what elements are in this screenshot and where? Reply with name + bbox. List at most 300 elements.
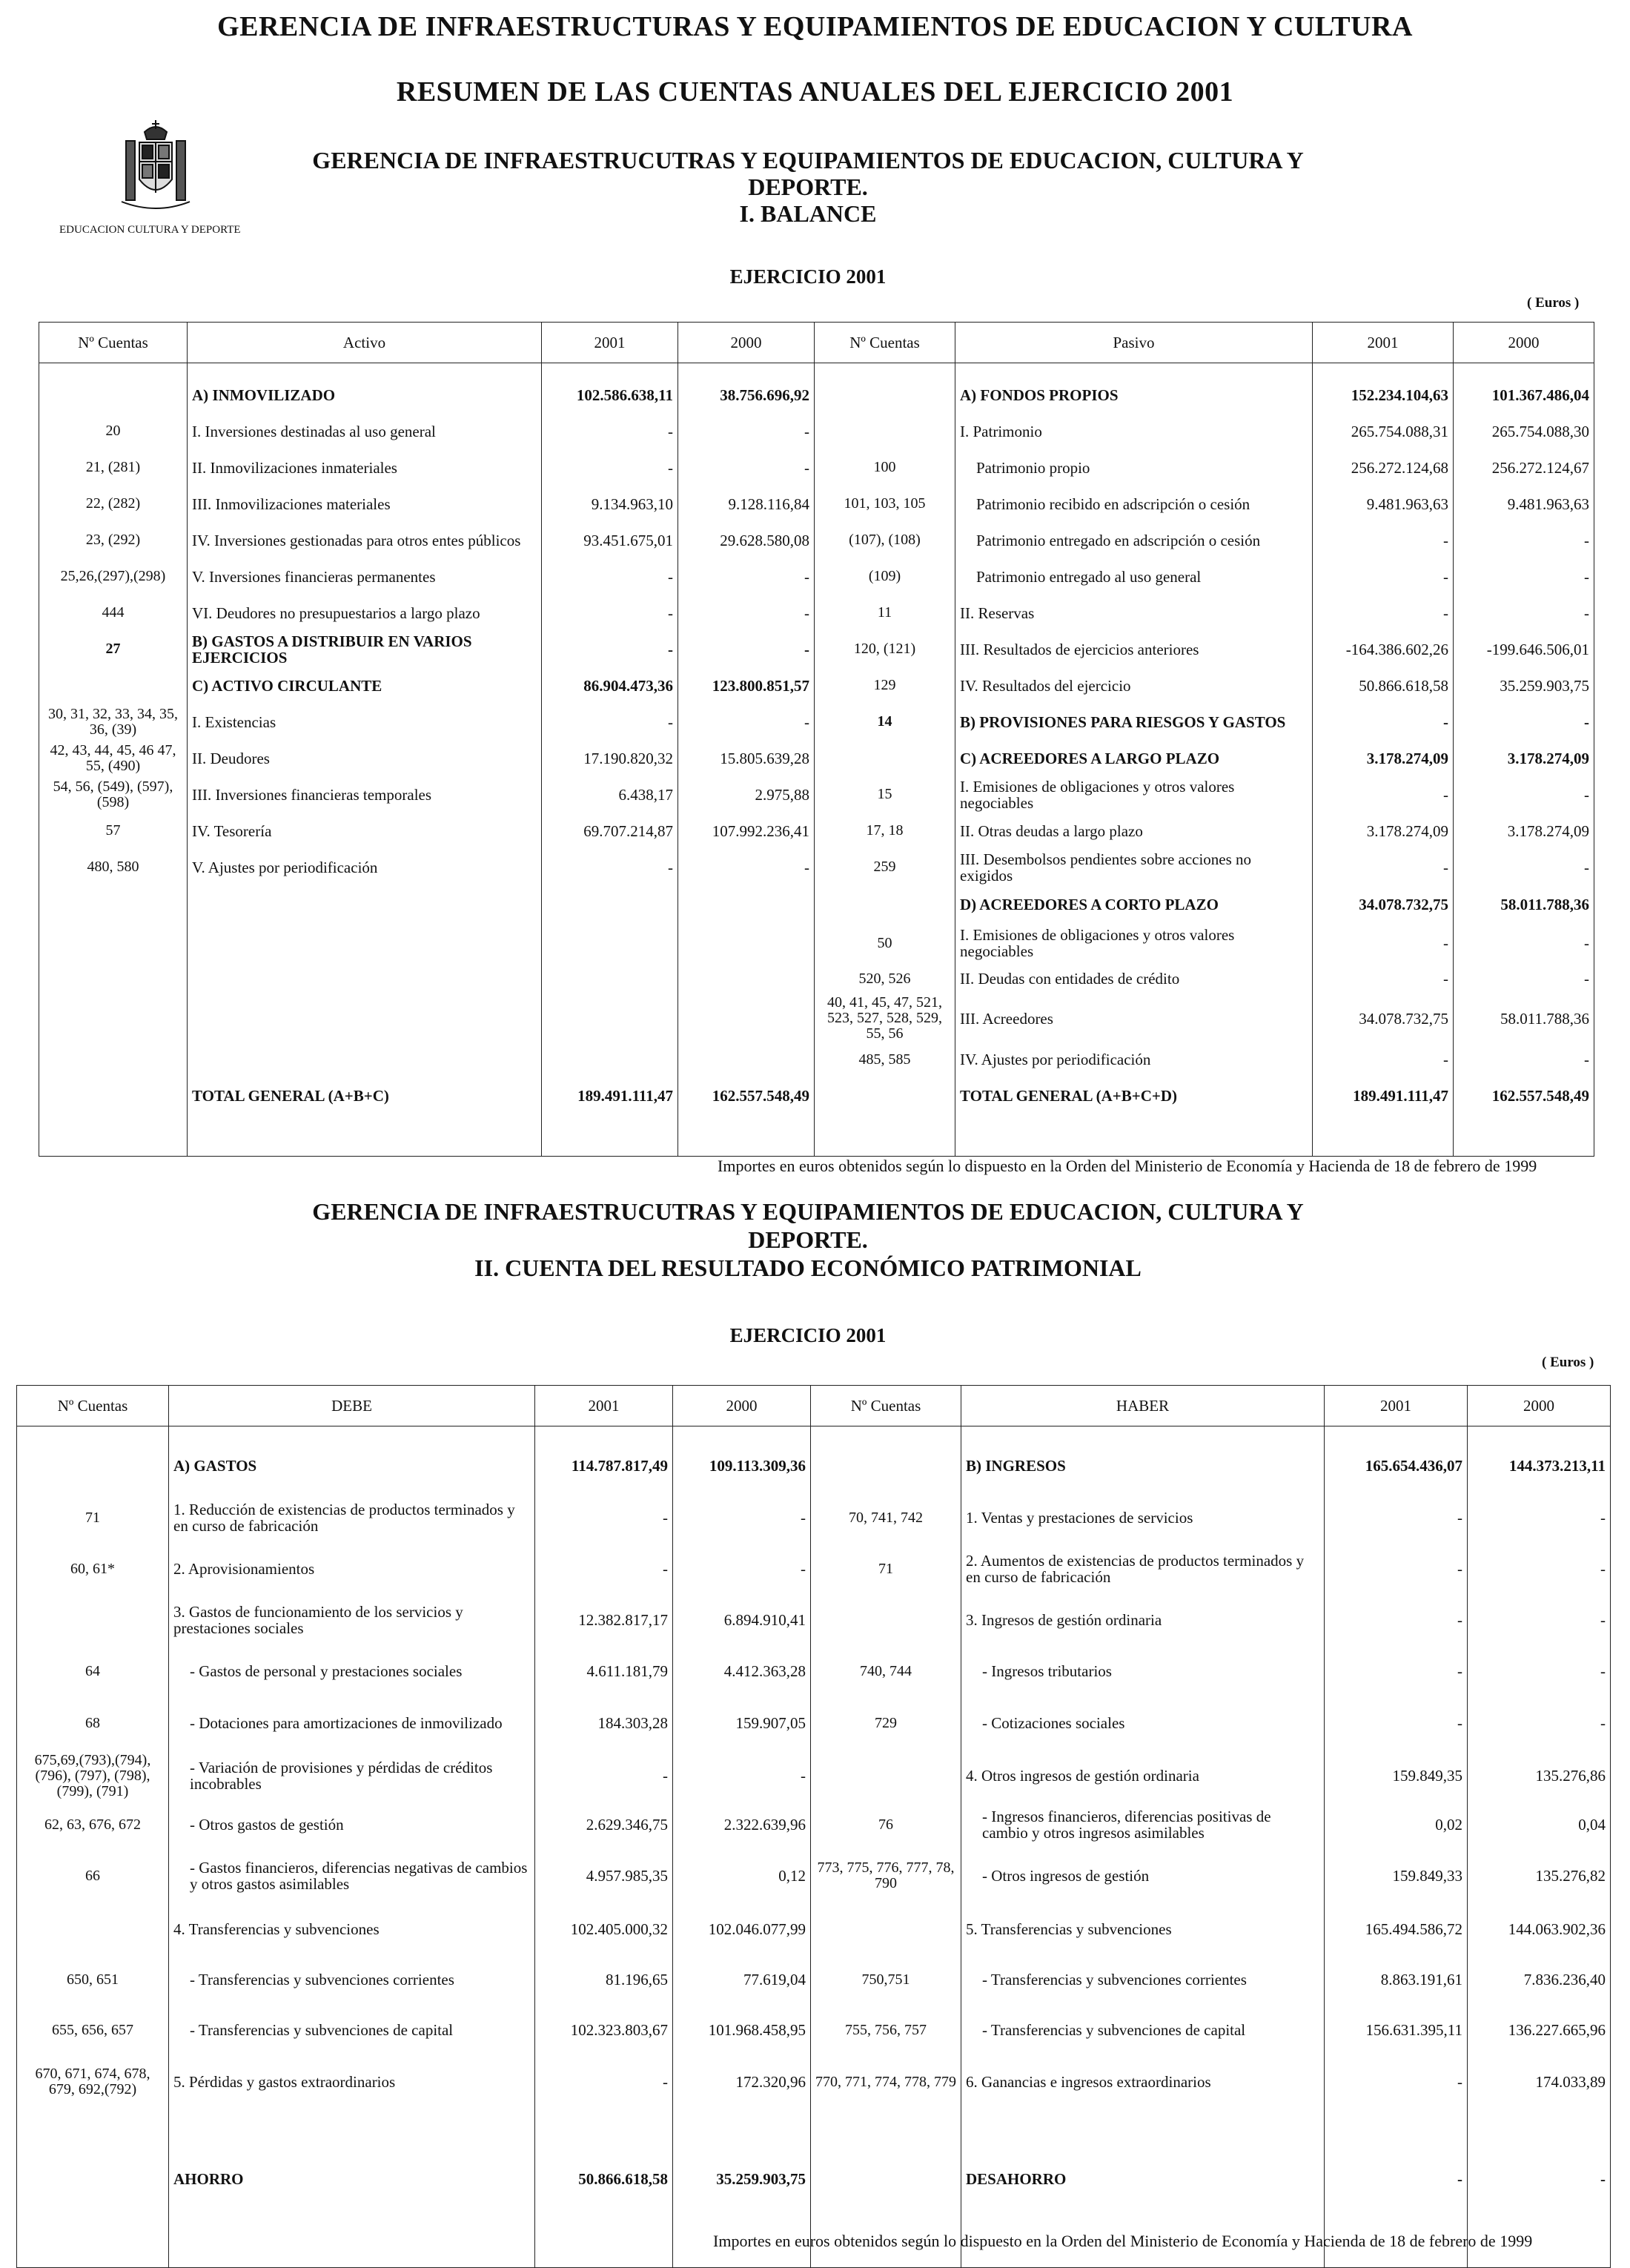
value-2000-cell: 136.227.665,96 — [1468, 2005, 1611, 2055]
concept-cell: B) GASTOS A DISTRIBUIR EN VARIOS EJERCICIOS — [188, 631, 542, 667]
value-2001-cell: 2.629.346,75 — [535, 1802, 673, 1848]
cuentas-cell: 57 — [39, 813, 188, 849]
value-2001-cell: - — [1325, 1594, 1468, 1646]
cuentas-cell — [815, 413, 955, 449]
value-2000-cell: - — [1468, 1696, 1611, 1750]
cuentas-cell: 755, 756, 757 — [811, 2005, 961, 2055]
value-2000-cell: - — [1468, 1492, 1611, 1544]
resultado-ejercicio: EJERCICIO 2001 — [729, 1324, 887, 1346]
cuentas-cell: 76 — [811, 1802, 961, 1848]
value-2001-cell: - — [1313, 595, 1454, 631]
value-2001-cell: -164.386.602,26 — [1313, 631, 1454, 667]
cuentas-cell — [811, 2160, 961, 2268]
concept-cell: B) PROVISIONES PARA RIESGOS Y GASTOS — [955, 704, 1313, 740]
cuentas-cell: 22, (282) — [39, 486, 188, 522]
concept-cell: - Ingresos tributarios — [961, 1646, 1325, 1696]
value-2000-cell: - — [1454, 849, 1594, 885]
cuentas-cell — [811, 1904, 961, 1954]
cuentas-cell: 42, 43, 44, 45, 46 47, 55, (490) — [39, 740, 188, 776]
value-2000-cell: - — [678, 449, 815, 486]
concept-cell: II. Otras deudas a largo plazo — [955, 813, 1313, 849]
value-2000-cell: - — [678, 849, 815, 885]
cuentas-cell: 444 — [39, 595, 188, 631]
table-row — [39, 522, 1594, 558]
cuentas-cell — [39, 995, 188, 1042]
cuentas-cell: 71 — [17, 1492, 169, 1544]
cuentas-cell — [811, 1426, 961, 1492]
table-row — [39, 704, 1594, 740]
table-row — [17, 1904, 1611, 1954]
concept-cell: Patrimonio entregado al uso general — [955, 558, 1313, 595]
balance-entity-line1: GERENCIA DE INFRAESTRUCUTRAS Y EQUIPAMIENTOS DE EDUCACION, CULTURA Y — [312, 147, 1304, 173]
concept-cell: 3. Ingresos de gestión ordinaria — [961, 1594, 1325, 1646]
col-header-2000: 2000 — [1468, 1386, 1611, 1426]
cuentas-cell — [39, 924, 188, 962]
cuentas-cell: 62, 63, 676, 672 — [17, 1802, 169, 1848]
concept-cell: - Gastos financieros, diferencias negativas de cambios y otros gastos asimilables — [169, 1848, 535, 1904]
value-2000-cell: - — [1454, 558, 1594, 595]
cuentas-cell: (107), (108) — [815, 522, 955, 558]
cuentas-cell — [39, 885, 188, 924]
value-2001-cell: - — [1325, 2055, 1468, 2109]
concept-cell: III. Inmovilizaciones materiales — [188, 486, 542, 522]
value-2000-cell: 256.272.124,67 — [1454, 449, 1594, 486]
concept-cell: 4. Transferencias y subvenciones — [169, 1904, 535, 1954]
value-2001-cell: 17.190.820,32 — [542, 740, 678, 776]
cuentas-cell: 20 — [39, 413, 188, 449]
table-row — [39, 849, 1594, 885]
table-row — [17, 1492, 1611, 1544]
concept-cell: III. Resultados de ejercicios anteriores — [955, 631, 1313, 667]
col-header-2000: 2000 — [673, 1386, 811, 1426]
concept-cell: IV. Inversiones gestionadas para otros entes públicos — [188, 522, 542, 558]
concept-cell: - Otros gastos de gestión — [169, 1802, 535, 1848]
value-2001-cell: - — [1313, 962, 1454, 995]
concept-cell: B) INGRESOS — [961, 1426, 1325, 1492]
table-row — [39, 595, 1594, 631]
value-2001-cell: 102.323.803,67 — [535, 2005, 673, 2055]
resultado-table — [16, 1385, 1611, 2268]
table-row — [39, 558, 1594, 595]
resultado-header-row — [17, 1386, 1611, 1426]
value-2000-cell: 172.320,96 — [673, 2055, 811, 2109]
col-header-cuentas-haber: Nº Cuentas — [811, 1386, 961, 1426]
concept-cell: C) ACREEDORES A LARGO PLAZO — [955, 740, 1313, 776]
value-2001-cell: 114.787.817,49 — [535, 1426, 673, 1492]
value-2000-cell: 135.276,86 — [1468, 1750, 1611, 1802]
value-2001-cell: 0,02 — [1325, 1802, 1468, 1848]
concept-cell: DESAHORRO — [961, 2160, 1325, 2268]
value-2000-cell: - — [1454, 776, 1594, 813]
concept-cell: A) FONDOS PROPIOS — [955, 363, 1313, 414]
value-2000-cell: 3.178.274,09 — [1454, 813, 1594, 849]
value-2000-cell: 2.322.639,96 — [673, 1802, 811, 1848]
cuentas-cell: 770, 771, 774, 778, 779 — [811, 2055, 961, 2109]
table-row — [39, 740, 1594, 776]
value-2001-cell: - — [542, 704, 678, 740]
value-2001-cell: 265.754.088,31 — [1313, 413, 1454, 449]
cuentas-cell: 480, 580 — [39, 849, 188, 885]
value-2001-cell: 189.491.111,47 — [542, 1077, 678, 1157]
value-2001-cell: - — [542, 849, 678, 885]
value-2001-cell: - — [535, 1750, 673, 1802]
value-2000-cell: - — [1454, 595, 1594, 631]
value-2001-cell: 50.866.618,58 — [535, 2160, 673, 2268]
value-2001-cell: 3.178.274,09 — [1313, 813, 1454, 849]
concept-cell — [188, 962, 542, 995]
value-2001-cell: 102.405.000,32 — [535, 1904, 673, 1954]
balance-table — [39, 322, 1594, 1157]
cuentas-cell — [815, 363, 955, 414]
value-2001-cell: - — [1313, 1042, 1454, 1077]
table-row — [39, 962, 1594, 995]
value-2001-cell: 93.451.675,01 — [542, 522, 678, 558]
value-2000-cell: - — [1468, 2160, 1611, 2268]
cuentas-cell: 729 — [811, 1696, 961, 1750]
value-2001-cell: 6.438,17 — [542, 776, 678, 813]
value-2000-cell: 0,04 — [1468, 1802, 1611, 1848]
value-2001-cell: - — [1313, 924, 1454, 962]
cuentas-cell: 100 — [815, 449, 955, 486]
cuentas-cell: 750,751 — [811, 1954, 961, 2005]
resultado-footnote: Importes en euros obtenidos según lo dispuesto en la Orden del Ministerio de Economía y Hacienda de 18 de febrero de 1999 — [713, 2232, 1533, 2250]
value-2000-cell — [1468, 2109, 1611, 2160]
value-2001-cell: 156.631.395,11 — [1325, 2005, 1468, 2055]
col-header-2001: 2001 — [542, 323, 678, 363]
resultado-entity-line2: DEPORTE. — [748, 1226, 868, 1253]
value-2001-cell: - — [542, 449, 678, 486]
value-2001-cell — [542, 885, 678, 924]
cuentas-cell: 129 — [815, 667, 955, 704]
concept-cell: Patrimonio propio — [955, 449, 1313, 486]
concept-cell — [188, 924, 542, 962]
value-2001-cell: - — [542, 558, 678, 595]
table-row — [39, 885, 1594, 924]
concept-cell: III. Desembolsos pendientes sobre acciones no exigidos — [955, 849, 1313, 885]
value-2001-cell: 256.272.124,68 — [1313, 449, 1454, 486]
concept-cell — [961, 2109, 1325, 2160]
cuentas-cell: 670, 671, 674, 678, 679, 692,(792) — [17, 2055, 169, 2109]
table-row — [39, 486, 1594, 522]
value-2001-cell: 102.586.638,11 — [542, 363, 678, 414]
value-2001-cell: - — [1325, 1696, 1468, 1750]
concept-cell: - Transferencias y subvenciones corrientes — [961, 1954, 1325, 2005]
value-2000-cell — [678, 1042, 815, 1077]
cuentas-cell — [811, 1750, 961, 1802]
cuentas-cell: 11 — [815, 595, 955, 631]
value-2000-cell: 77.619,04 — [673, 1954, 811, 2005]
concept-cell: 6. Ganancias e ingresos extraordinarios — [961, 2055, 1325, 2109]
table-row — [39, 924, 1594, 962]
resultado-section-title: II. CUENTA DEL RESULTADO ECONÓMICO PATRIMONIAL — [474, 1254, 1142, 1281]
value-2000-cell: - — [1454, 704, 1594, 740]
logo-caption: EDUCACION CULTURA Y DEPORTE — [59, 224, 241, 236]
table-row — [39, 995, 1594, 1042]
concept-cell: I. Inversiones destinadas al uso general — [188, 413, 542, 449]
table-row — [17, 1426, 1611, 1492]
cuentas-cell — [17, 1426, 169, 1492]
value-2001-cell: 9.134.963,10 — [542, 486, 678, 522]
value-2000-cell: 15.805.639,28 — [678, 740, 815, 776]
col-header-2001: 2001 — [1325, 1386, 1468, 1426]
coat-of-arms-logo — [111, 119, 200, 222]
col-header-debe: DEBE — [169, 1386, 535, 1426]
concept-cell: - Transferencias y subvenciones corrientes — [169, 1954, 535, 2005]
cuentas-cell — [811, 2109, 961, 2160]
value-2000-cell: 6.894.910,41 — [673, 1594, 811, 1646]
value-2000-cell: 107.992.236,41 — [678, 813, 815, 849]
cuentas-cell: 773, 775, 776, 777, 78, 790 — [811, 1848, 961, 1904]
value-2001-cell: 81.196,65 — [535, 1954, 673, 2005]
concept-cell: A) GASTOS — [169, 1426, 535, 1492]
value-2001-cell: - — [535, 1492, 673, 1544]
concept-cell: I. Emisiones de obligaciones y otros valores negociables — [955, 776, 1313, 813]
value-2001-cell — [542, 1042, 678, 1077]
table-row — [39, 1077, 1594, 1157]
value-2000-cell: - — [1454, 962, 1594, 995]
concept-cell — [188, 885, 542, 924]
table-row — [17, 2055, 1611, 2109]
cuentas-cell: 60, 61* — [17, 1544, 169, 1594]
document-title: GERENCIA DE INFRAESTRUCTURAS Y EQUIPAMIENTOS DE EDUCACION Y CULTURA — [217, 11, 1413, 42]
value-2000-cell: - — [673, 1750, 811, 1802]
table-row — [39, 813, 1594, 849]
cuentas-cell: 740, 744 — [811, 1646, 961, 1696]
value-2001-cell: - — [1313, 522, 1454, 558]
concept-cell: - Cotizaciones sociales — [961, 1696, 1325, 1750]
concept-cell: I. Patrimonio — [955, 413, 1313, 449]
value-2001-cell: - — [1313, 776, 1454, 813]
table-row — [17, 2109, 1611, 2160]
table-row — [17, 2005, 1611, 2055]
table-row — [17, 1954, 1611, 2005]
concept-cell: II. Inmovilizaciones inmateriales — [188, 449, 542, 486]
value-2001-cell: 86.904.473,36 — [542, 667, 678, 704]
cuentas-cell: 50 — [815, 924, 955, 962]
balance-entity-line2: DEPORTE. — [748, 173, 868, 200]
col-header-haber: HABER — [961, 1386, 1325, 1426]
concept-cell: II. Deudores — [188, 740, 542, 776]
concept-cell — [188, 995, 542, 1042]
value-2001-cell: 34.078.732,75 — [1313, 885, 1454, 924]
resultado-units: ( Euros ) — [1542, 1355, 1594, 1370]
cuentas-cell — [811, 1594, 961, 1646]
col-header-cuentas-activo: Nº Cuentas — [39, 323, 188, 363]
concept-cell: 1. Ventas y prestaciones de servicios — [961, 1492, 1325, 1544]
value-2001-cell: 152.234.104,63 — [1313, 363, 1454, 414]
value-2000-cell: 144.373.213,11 — [1468, 1426, 1611, 1492]
cuentas-cell — [815, 885, 955, 924]
value-2000-cell: 0,12 — [673, 1848, 811, 1904]
balance-header-row — [39, 323, 1594, 363]
table-row — [39, 776, 1594, 813]
value-2000-cell: 159.907,05 — [673, 1696, 811, 1750]
concept-cell: - Ingresos financieros, diferencias positivas de cambio y otros ingresos asimilables — [961, 1802, 1325, 1848]
value-2001-cell: 8.863.191,61 — [1325, 1954, 1468, 2005]
value-2001-cell — [1325, 2109, 1468, 2160]
value-2001-cell: 50.866.618,58 — [1313, 667, 1454, 704]
table-row — [39, 413, 1594, 449]
concept-cell: Patrimonio recibido en adscripción o cesión — [955, 486, 1313, 522]
value-2001-cell: 189.491.111,47 — [1313, 1077, 1454, 1157]
concept-cell: 1. Reducción de existencias de productos terminados y en curso de fabricación — [169, 1492, 535, 1544]
value-2001-cell: - — [542, 595, 678, 631]
value-2001-cell: - — [542, 631, 678, 667]
value-2001-cell: 165.654.436,07 — [1325, 1426, 1468, 1492]
cuentas-cell: (109) — [815, 558, 955, 595]
value-2001-cell — [542, 924, 678, 962]
concept-cell: I. Emisiones de obligaciones y otros valores negociables — [955, 924, 1313, 962]
balance-ejercicio: EJERCICIO 2001 — [729, 265, 887, 288]
concept-cell — [188, 1042, 542, 1077]
value-2000-cell: 101.367.486,04 — [1454, 363, 1594, 414]
table-row — [17, 1696, 1611, 1750]
value-2001-cell: - — [542, 413, 678, 449]
value-2001-cell: - — [1313, 558, 1454, 595]
value-2001-cell — [542, 995, 678, 1042]
cuentas-cell — [17, 1594, 169, 1646]
cuentas-cell — [39, 363, 188, 414]
table-row — [17, 1646, 1611, 1696]
value-2000-cell: - — [678, 631, 815, 667]
value-2001-cell: 9.481.963,63 — [1313, 486, 1454, 522]
col-header-cuentas-pasivo: Nº Cuentas — [815, 323, 955, 363]
value-2001-cell: 3.178.274,09 — [1313, 740, 1454, 776]
concept-cell: 5. Pérdidas y gastos extraordinarios — [169, 2055, 535, 2109]
concept-cell: TOTAL GENERAL (A+B+C+D) — [955, 1077, 1313, 1157]
cuentas-cell: 650, 651 — [17, 1954, 169, 2005]
cuentas-cell: 14 — [815, 704, 955, 740]
value-2001-cell: 12.382.817,17 — [535, 1594, 673, 1646]
value-2000-cell: - — [678, 413, 815, 449]
value-2001-cell — [535, 2109, 673, 2160]
concept-cell: II. Reservas — [955, 595, 1313, 631]
value-2000-cell: 174.033,89 — [1468, 2055, 1611, 2109]
col-header-cuentas-debe: Nº Cuentas — [17, 1386, 169, 1426]
value-2000-cell: 9.128.116,84 — [678, 486, 815, 522]
value-2001-cell: 165.494.586,72 — [1325, 1904, 1468, 1954]
balance-footnote: Importes en euros obtenidos según lo dispuesto en la Orden del Ministerio de Economía y Hacienda de 18 de febrero de 1999 — [718, 1157, 1537, 1175]
concept-cell: Patrimonio entregado en adscripción o cesión — [955, 522, 1313, 558]
value-2001-cell: - — [1313, 704, 1454, 740]
concept-cell: - Transferencias y subvenciones de capital — [169, 2005, 535, 2055]
value-2001-cell: - — [1325, 1544, 1468, 1594]
cuentas-cell: 64 — [17, 1646, 169, 1696]
concept-cell — [169, 2109, 535, 2160]
table-row — [17, 1802, 1611, 1848]
value-2001-cell: - — [1313, 849, 1454, 885]
value-2000-cell — [678, 995, 815, 1042]
table-row — [17, 2160, 1611, 2268]
concept-cell: 3. Gastos de funcionamiento de los servicios y prestaciones sociales — [169, 1594, 535, 1646]
table-row — [17, 1544, 1611, 1594]
value-2000-cell: 102.046.077,99 — [673, 1904, 811, 1954]
value-2001-cell: - — [1325, 2160, 1468, 2268]
value-2000-cell: - — [1468, 1544, 1611, 1594]
table-row — [39, 449, 1594, 486]
cuentas-cell: 120, (121) — [815, 631, 955, 667]
concept-cell: 4. Otros ingresos de gestión ordinaria — [961, 1750, 1325, 1802]
cuentas-cell: 68 — [17, 1696, 169, 1750]
cuentas-cell: 25,26,(297),(298) — [39, 558, 188, 595]
col-header-2001: 2001 — [1313, 323, 1454, 363]
table-row — [39, 631, 1594, 667]
document-subtitle: RESUMEN DE LAS CUENTAS ANUALES DEL EJERCICIO 2001 — [396, 76, 1234, 108]
value-2000-cell: 9.481.963,63 — [1454, 486, 1594, 522]
value-2000-cell: 35.259.903,75 — [673, 2160, 811, 2268]
value-2001-cell: 69.707.214,87 — [542, 813, 678, 849]
cuentas-cell: 520, 526 — [815, 962, 955, 995]
cuentas-cell: 17, 18 — [815, 813, 955, 849]
value-2001-cell — [542, 962, 678, 995]
cuentas-cell: 71 — [811, 1544, 961, 1594]
cuentas-cell: 259 — [815, 849, 955, 885]
cuentas-cell: 675,69,(793),(794), (796), (797), (798), (799), (791) — [17, 1750, 169, 1802]
value-2000-cell: 162.557.548,49 — [678, 1077, 815, 1157]
cuentas-cell — [815, 740, 955, 776]
cuentas-cell: 23, (292) — [39, 522, 188, 558]
concept-cell: A) INMOVILIZADO — [188, 363, 542, 414]
concept-cell: I. Existencias — [188, 704, 542, 740]
cuentas-cell — [39, 962, 188, 995]
value-2000-cell: 4.412.363,28 — [673, 1646, 811, 1696]
table-row — [17, 1848, 1611, 1904]
concept-cell: TOTAL GENERAL (A+B+C) — [188, 1077, 542, 1157]
value-2000-cell: 135.276,82 — [1468, 1848, 1611, 1904]
concept-cell: D) ACREEDORES A CORTO PLAZO — [955, 885, 1313, 924]
concept-cell: 2. Aprovisionamientos — [169, 1544, 535, 1594]
value-2000-cell: 123.800.851,57 — [678, 667, 815, 704]
value-2000-cell: - — [673, 1544, 811, 1594]
value-2001-cell: - — [1325, 1646, 1468, 1696]
concept-cell: IV. Ajustes por periodificación — [955, 1042, 1313, 1077]
value-2000-cell: 2.975,88 — [678, 776, 815, 813]
col-header-2001: 2001 — [535, 1386, 673, 1426]
value-2000-cell: 162.557.548,49 — [1454, 1077, 1594, 1157]
value-2000-cell: - — [1468, 1646, 1611, 1696]
col-header-activo: Activo — [188, 323, 542, 363]
table-row — [39, 1042, 1594, 1077]
cuentas-cell: 485, 585 — [815, 1042, 955, 1077]
value-2000-cell: - — [1454, 522, 1594, 558]
concept-cell: 2. Aumentos de existencias de productos terminados y en curso de fabricación — [961, 1544, 1325, 1594]
cuentas-cell: 27 — [39, 631, 188, 667]
concept-cell: - Gastos de personal y prestaciones sociales — [169, 1646, 535, 1696]
value-2000-cell: 265.754.088,30 — [1454, 413, 1594, 449]
value-2001-cell: - — [535, 1544, 673, 1594]
table-row — [17, 1750, 1611, 1802]
value-2000-cell: 109.113.309,36 — [673, 1426, 811, 1492]
concept-cell: - Variación de provisiones y pérdidas de créditos incobrables — [169, 1750, 535, 1802]
concept-cell: AHORRO — [169, 2160, 535, 2268]
cuentas-cell — [39, 1042, 188, 1077]
cuentas-cell — [815, 1077, 955, 1157]
cuentas-cell: 66 — [17, 1848, 169, 1904]
value-2000-cell: 35.259.903,75 — [1454, 667, 1594, 704]
value-2000-cell: 38.756.696,92 — [678, 363, 815, 414]
balance-units: ( Euros ) — [1527, 295, 1580, 311]
value-2000-cell: - — [1454, 924, 1594, 962]
value-2001-cell: 159.849,33 — [1325, 1848, 1468, 1904]
concept-cell: VI. Deudores no presupuestarios a largo plazo — [188, 595, 542, 631]
cuentas-cell — [39, 667, 188, 704]
value-2000-cell: 101.968.458,95 — [673, 2005, 811, 2055]
table-row — [17, 1594, 1611, 1646]
cuentas-cell — [39, 1077, 188, 1157]
cuentas-cell: 54, 56, (549), (597), (598) — [39, 776, 188, 813]
balance-section-title: I. BALANCE — [739, 200, 877, 227]
cuentas-cell: 40, 41, 45, 47, 521, 523, 527, 528, 529, 55, 56 — [815, 995, 955, 1042]
